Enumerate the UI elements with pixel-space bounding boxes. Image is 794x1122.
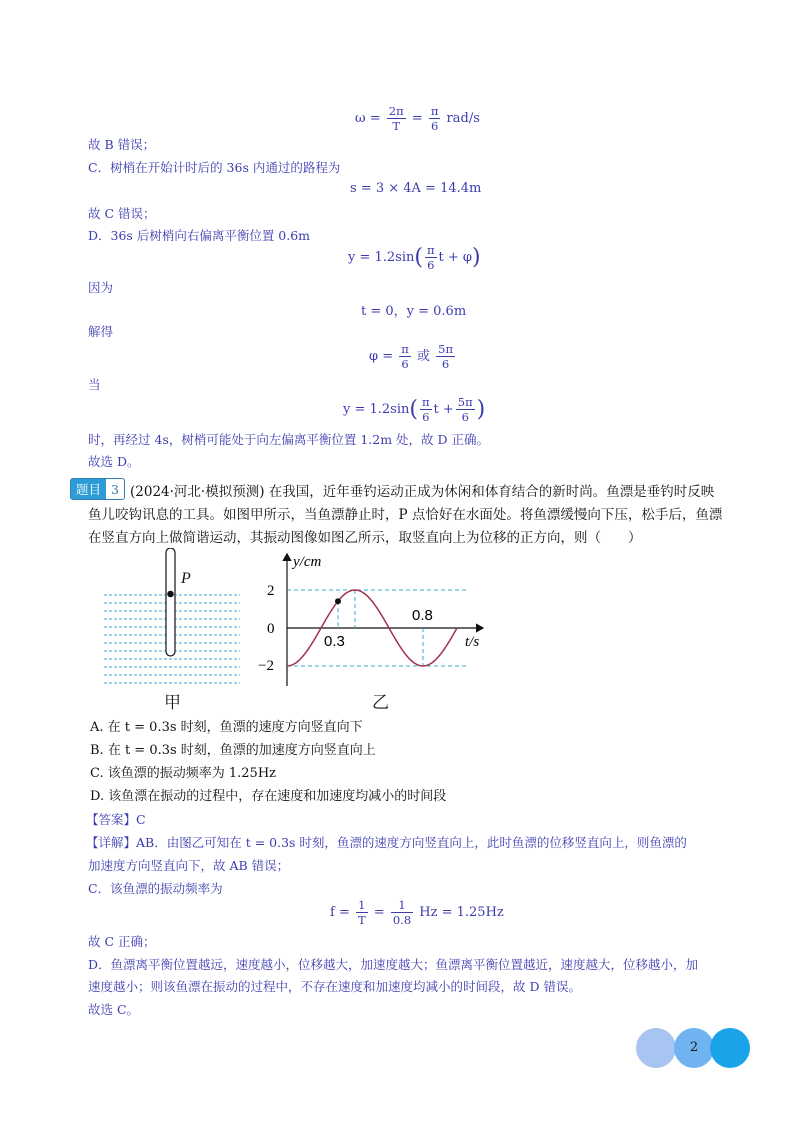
line-when: 当 [88, 377, 101, 392]
tick-y-minus-2: −2 [258, 658, 274, 674]
tick-y-0: 0 [267, 621, 275, 637]
marked-point [335, 598, 341, 604]
figure-yi-label: 乙 [372, 693, 389, 713]
detail-line-2: 加速度方向竖直向下，故 AB 错误； [88, 858, 290, 873]
line-c2: 故 C 错误； [88, 206, 156, 221]
fishing-float [166, 548, 175, 656]
detail-line-3: C．该鱼漂的振动频率为 [88, 881, 223, 896]
line-because: 因为 [88, 280, 114, 295]
figure-yi-chart [255, 546, 495, 692]
answer-label: 【答案】 [86, 812, 137, 827]
line-solve: 解得 [88, 324, 114, 339]
point-p [167, 591, 174, 598]
line-then: 时，再经过 4s，树梢可能处于向左偏离平衡位置 1.2m 处，故 D 正确。 [88, 432, 489, 447]
tick-y-2: 2 [267, 583, 275, 599]
eq-omega: ω = $\frac{2\pi}{T}$ = $\frac{\pi}{6}$ rad/s [355, 104, 480, 133]
answer-value: C [136, 812, 146, 827]
figure-jia-label: 甲 [164, 693, 181, 713]
option-b: B. 在 t = 0.3s 时刻，鱼漂的加速度方向竖直向上 [90, 743, 376, 758]
tick-x-03: 0.3 [324, 633, 345, 650]
tick-x-08: 0.8 [412, 607, 433, 624]
figure-jia [100, 548, 245, 693]
detail-line-6: 速度越小；则该鱼漂在振动的过程中，不存在速度和加速度均减小的时间段，故 D 错误。 [88, 979, 581, 994]
detail-line-7: 故选 C。 [88, 1002, 140, 1017]
point-p-label: P [181, 570, 191, 587]
option-c: C. 该鱼漂的振动频率为 1.25Hz [90, 766, 277, 781]
option-a: A. 在 t = 0.3s 时刻，鱼漂的速度方向竖直向下 [90, 720, 363, 735]
line-d: D．36s 后树梢向右偏离平衡位置 0.6m [88, 228, 311, 243]
question-line-2: 鱼儿咬钩讯息的工具。如图甲所示，当鱼漂静止时，P 点恰好在水面处。将鱼漂缓慢向下压，松手后，鱼漂 [88, 507, 723, 523]
detail-label: 【详解】 [86, 835, 137, 850]
question-line-3: 在竖直方向上做简谐运动，其振动图像如图乙所示，取竖直向上为位移的正方向，则（ ） [88, 530, 642, 546]
answer-line [86, 810, 146, 828]
y-axis-label: y/cm [293, 554, 322, 570]
question-tag-number: 3 [106, 481, 124, 498]
line-choose: 故选 D。 [88, 454, 140, 469]
question-line-1: (2024·河北·模拟预测) 在我国，近年垂钓运动正成为休闲和体育结合的新时尚。鱼漂是垂钓时反映 [130, 484, 715, 500]
option-d: D. 该鱼漂在振动的过程中，存在速度和加速度均减小的时间段 [90, 789, 447, 804]
question-tag-label: 题目 [71, 479, 106, 499]
detail-line-5: D．鱼漂离平衡位置越远，速度越小，位移越大，加速度越大；鱼漂离平衡位置越近，速度越大，位移越小，加 [88, 957, 699, 972]
line-c: C．树梢在开始计时后的 36s 内通过的路程为 [88, 160, 341, 175]
eq-y1: y = 1.2sin( $\frac{\pi}{6}$ t + φ) [348, 243, 481, 272]
eq-y2: y = 1.2sin( $\frac{\pi}{6}$ t + $\frac{5\pi}{6}$ ) [343, 395, 486, 424]
eq-phi: φ = $\frac{\pi}{6}$ 或 $\frac{5\pi}{6}$ [369, 342, 454, 371]
page-badge-right-circle [710, 1028, 750, 1068]
x-axis-label: t/s [465, 634, 480, 650]
line-b: 故 B 错误； [88, 137, 156, 152]
eq-s: s = 3 × 4A = 14.4m [350, 181, 482, 196]
eq-frequency: f = $\frac{1}{T}$ = $\frac{1}{0.8}$ Hz = 1.25Hz [330, 898, 504, 927]
detail-line-1: 【详解】AB．由图乙可知在 t = 0.3s 时刻，鱼漂的速度方向竖直向上，此时鱼漂的位移竖直向上，则鱼漂的 [86, 835, 687, 850]
page-badge-left-circle [636, 1028, 676, 1068]
options-list [90, 716, 446, 808]
detail-line-4: 故 C 正确； [88, 934, 156, 949]
page-number: 2 [689, 1040, 699, 1055]
eq-t0: t = 0，y = 0.6m [361, 304, 467, 319]
question-tag [70, 478, 125, 500]
